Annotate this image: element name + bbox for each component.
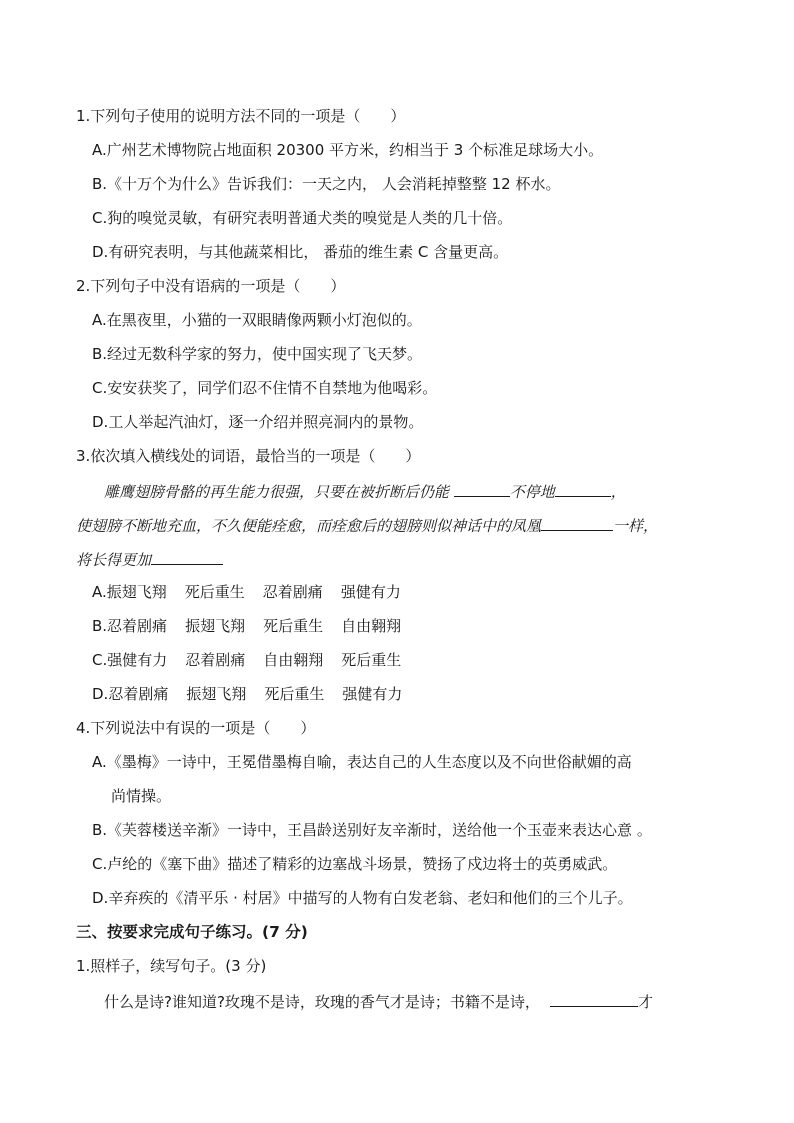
question-3-option-a: A.振翅飞翔 死后重生 忍着剧痛 强健有力 xyxy=(92,583,401,601)
passage-text: ， xyxy=(610,483,626,501)
passage-text: 雕鹰翅膀骨骼的再生能力很强，只要在被折断后仍能 xyxy=(104,483,454,501)
passage-text: 一样， xyxy=(613,517,659,535)
question-1-option-a: A.广州艺术博物院占地面积 20300 平方米，约相当于 3 个标准足球场大小。 xyxy=(92,141,604,159)
section-3-example-sentence xyxy=(104,991,653,1012)
question-2-stem: 2.下列句子中没有语病的一项是（ ） xyxy=(76,277,346,295)
question-1-option-d: D.有研究表明，与其他蔬菜相比， 番茄的维生素 C 含量更高。 xyxy=(92,243,509,261)
question-3-passage-line-2 xyxy=(76,515,658,536)
passage-text: 不停地 xyxy=(509,483,555,501)
question-4-stem: 4.下列说法中有误的一项是（ ） xyxy=(76,719,316,737)
question-1-stem: 1.下列句子使用的说明方法不同的一项是（ ） xyxy=(76,107,406,125)
fill-blank-1[interactable] xyxy=(454,481,510,497)
question-3-option-b: B.忍着剧痛 振翅飞翔 死后重生 自由翱翔 xyxy=(92,617,402,635)
question-4-option-b: B.《芙蓉楼送辛渐》一诗中，王昌龄送别好友辛渐时，送给他一个玉壶来表达心意 。 xyxy=(92,821,652,839)
question-4-option-a-continued: 尚情操。 xyxy=(111,787,172,805)
question-1-option-b: B.《十万个为什么》告诉我们：一天之内， 人会消耗掉整整 12 杯水。 xyxy=(92,175,561,193)
question-3-passage-line-3 xyxy=(76,549,223,570)
question-3-option-c: C.强健有力 忍着剧痛 自由翱翔 死后重生 xyxy=(92,651,402,669)
fill-blank-5[interactable] xyxy=(550,991,638,1007)
passage-text: 使翅膀不断地充血，不久便能痊愈，而痊愈后的翅膀则似神话中的凤凰 xyxy=(76,517,542,535)
question-2-option-d: D.工人举起汽油灯，逐一介绍并照亮洞内的景物。 xyxy=(92,413,424,431)
section-3-question-1: 1.照样子，续写句子。(3 分) xyxy=(76,957,267,975)
question-4-option-a: A.《墨梅》一诗中，王冕借墨梅自喻，表达自己的人生态度以及不向世俗献媚的高 xyxy=(92,753,632,771)
question-1-option-c: C.狗的嗅觉灵敏，有研究表明普通犬类的嗅觉是人类的几十倍。 xyxy=(92,209,513,227)
passage-text: 将长得更加 xyxy=(76,551,152,569)
question-3-stem: 3.依次填入横线处的词语，最恰当的一项是（ ） xyxy=(76,447,421,465)
sentence-text: 什么是诗?谁知道?玫瑰不是诗，玫瑰的香气才是诗；书籍不是诗， xyxy=(104,993,540,1011)
fill-blank-4[interactable] xyxy=(151,549,223,565)
section-3-title: 三、按要求完成句子练习。(7 分) xyxy=(76,923,308,941)
question-3-passage-line-1 xyxy=(104,481,626,502)
question-2-option-a: A.在黑夜里，小猫的一双眼睛像两颗小灯泡似的。 xyxy=(92,311,422,329)
fill-blank-3[interactable] xyxy=(541,515,613,531)
fill-blank-2[interactable] xyxy=(555,481,611,497)
sentence-text: 才 xyxy=(637,993,653,1011)
question-4-option-c: C.卢纶的《塞下曲》描述了精彩的边塞战斗场景，赞扬了戍边将士的英勇威武。 xyxy=(92,855,618,873)
question-4-option-d: D.辛弃疾的《清平乐 · 村居》中描写的人物有白发老翁、老妇和他们的三个儿子。 xyxy=(92,889,633,907)
question-3-option-d: D.忍着剧痛 振翅飞翔 死后重生 强健有力 xyxy=(92,685,403,703)
question-2-option-b: B.经过无数科学家的努力，使中国实现了飞天梦。 xyxy=(92,345,423,363)
question-2-option-c: C.安安获奖了，同学们忍不住情不自禁地为他喝彩。 xyxy=(92,379,438,397)
